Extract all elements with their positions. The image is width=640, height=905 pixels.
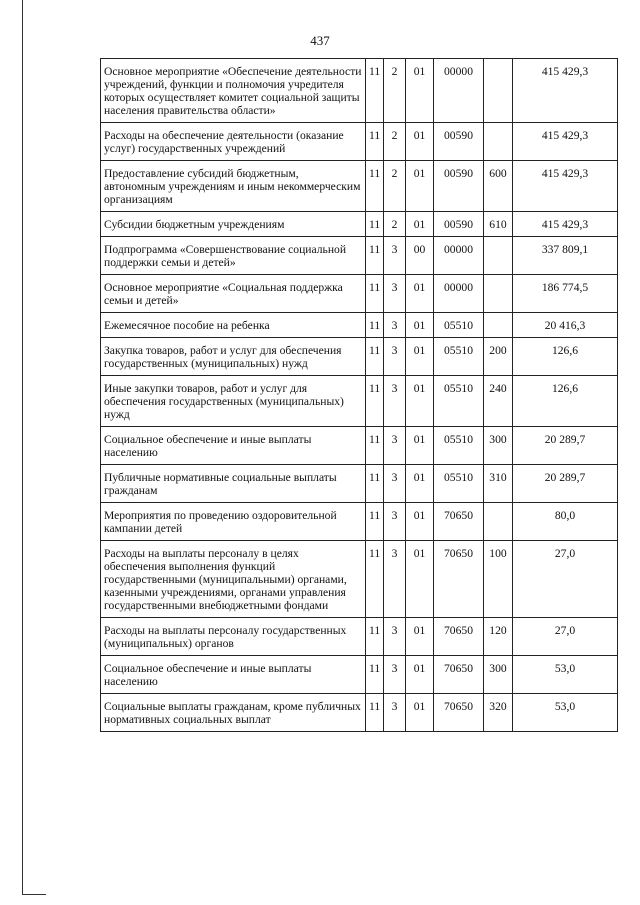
amount-cell: 53,0 <box>513 694 618 732</box>
code-expense-type-cell <box>484 59 513 123</box>
row-name-cell: Публичные нормативные социальные выплаты гражданам <box>101 465 366 503</box>
code-subprogram-cell: 2 <box>384 123 406 161</box>
row-name-cell: Расходы на обеспечение деятельности (оказание услуг) государственных учреждений <box>101 123 366 161</box>
code-expense-type-cell <box>484 503 513 541</box>
code-expense-type-cell: 120 <box>484 618 513 656</box>
code-activity-cell: 01 <box>406 427 434 465</box>
code-activity-cell: 01 <box>406 338 434 376</box>
table-row <box>101 503 618 541</box>
row-name-cell: Субсидии бюджетным учреждениям <box>101 212 366 237</box>
code-activity-cell: 01 <box>406 275 434 313</box>
code-expense-type-cell <box>484 313 513 338</box>
table-row <box>101 237 618 275</box>
code-activity-cell: 01 <box>406 313 434 338</box>
amount-cell: 53,0 <box>513 656 618 694</box>
amount-cell: 20 289,7 <box>513 465 618 503</box>
table-row <box>101 465 618 503</box>
code-subprogram-cell: 2 <box>384 161 406 212</box>
code-expense-type-cell: 200 <box>484 338 513 376</box>
code-expense-type-cell <box>484 237 513 275</box>
row-name-cell: Ежемесячное пособие на ребенка <box>101 313 366 338</box>
code-direction-cell: 70650 <box>434 656 484 694</box>
code-expense-type-cell: 300 <box>484 427 513 465</box>
row-name-cell: Основное мероприятие «Обеспечение деятельности учреждений, функции и полномочия учредителя которых осуществляет комитет социальной защиты населения правительства области» <box>101 59 366 123</box>
code-expense-type-cell: 610 <box>484 212 513 237</box>
amount-cell: 186 774,5 <box>513 275 618 313</box>
code-section-cell: 11 <box>366 338 384 376</box>
code-activity-cell: 01 <box>406 59 434 123</box>
code-activity-cell: 01 <box>406 656 434 694</box>
code-direction-cell: 70650 <box>434 694 484 732</box>
code-subprogram-cell: 3 <box>384 618 406 656</box>
code-section-cell: 11 <box>366 618 384 656</box>
row-name-cell: Расходы на выплаты персоналу в целях обеспечения выполнения функций государственными (муниципальными) органами, казенными учреждениями, органами управления государственными внебюджетными фондами <box>101 541 366 618</box>
code-section-cell: 11 <box>366 237 384 275</box>
code-section-cell: 11 <box>366 694 384 732</box>
code-expense-type-cell: 320 <box>484 694 513 732</box>
code-direction-cell: 00000 <box>434 237 484 275</box>
code-subprogram-cell: 2 <box>384 212 406 237</box>
table-row <box>101 313 618 338</box>
row-name-cell: Социальное обеспечение и иные выплаты населению <box>101 656 366 694</box>
amount-cell: 20 289,7 <box>513 427 618 465</box>
code-activity-cell: 01 <box>406 123 434 161</box>
code-section-cell: 11 <box>366 427 384 465</box>
code-direction-cell: 05510 <box>434 376 484 427</box>
amount-cell: 337 809,1 <box>513 237 618 275</box>
code-expense-type-cell <box>484 123 513 161</box>
code-section-cell: 11 <box>366 59 384 123</box>
code-direction-cell: 05510 <box>434 427 484 465</box>
table-row <box>101 656 618 694</box>
code-section-cell: 11 <box>366 541 384 618</box>
table-row <box>101 338 618 376</box>
code-subprogram-cell: 2 <box>384 59 406 123</box>
row-name-cell: Мероприятия по проведению оздоровительной кампании детей <box>101 503 366 541</box>
code-subprogram-cell: 3 <box>384 541 406 618</box>
row-name-cell: Социальные выплаты гражданам, кроме публичных нормативных социальных выплат <box>101 694 366 732</box>
table-row <box>101 59 618 123</box>
code-activity-cell: 01 <box>406 465 434 503</box>
table-row <box>101 123 618 161</box>
code-activity-cell: 00 <box>406 237 434 275</box>
row-name-cell: Закупка товаров, работ и услуг для обеспечения государственных (муниципальных) нужд <box>101 338 366 376</box>
code-subprogram-cell: 3 <box>384 694 406 732</box>
amount-cell: 80,0 <box>513 503 618 541</box>
code-activity-cell: 01 <box>406 161 434 212</box>
code-expense-type-cell <box>484 275 513 313</box>
code-direction-cell: 05510 <box>434 313 484 338</box>
code-expense-type-cell: 600 <box>484 161 513 212</box>
code-direction-cell: 00590 <box>434 161 484 212</box>
table-row <box>101 161 618 212</box>
code-subprogram-cell: 3 <box>384 313 406 338</box>
code-section-cell: 11 <box>366 123 384 161</box>
code-subprogram-cell: 3 <box>384 656 406 694</box>
row-name-cell: Подпрограмма «Совершенствование социальной поддержки семьи и детей» <box>101 237 366 275</box>
table-row <box>101 618 618 656</box>
code-section-cell: 11 <box>366 503 384 541</box>
row-name-cell: Иные закупки товаров, работ и услуг для обеспечения государственных (муниципальных) нужд <box>101 376 366 427</box>
table-row <box>101 427 618 465</box>
table-row <box>101 694 618 732</box>
code-subprogram-cell: 3 <box>384 503 406 541</box>
page-number: 437 <box>310 33 330 48</box>
code-subprogram-cell: 3 <box>384 465 406 503</box>
code-subprogram-cell: 3 <box>384 237 406 275</box>
budget-table <box>100 58 618 732</box>
code-direction-cell: 70650 <box>434 541 484 618</box>
budget-table-body <box>101 59 618 732</box>
code-section-cell: 11 <box>366 465 384 503</box>
amount-cell: 20 416,3 <box>513 313 618 338</box>
amount-cell: 126,6 <box>513 338 618 376</box>
code-activity-cell: 01 <box>406 618 434 656</box>
code-direction-cell: 00590 <box>434 123 484 161</box>
code-activity-cell: 01 <box>406 694 434 732</box>
code-section-cell: 11 <box>366 656 384 694</box>
amount-cell: 415 429,3 <box>513 59 618 123</box>
row-name-cell: Предоставление субсидий бюджетным, автономным учреждениям и иным некоммерческим организациям <box>101 161 366 212</box>
code-activity-cell: 01 <box>406 212 434 237</box>
row-name-cell: Расходы на выплаты персоналу государственных (муниципальных) органов <box>101 618 366 656</box>
amount-cell: 27,0 <box>513 541 618 618</box>
code-direction-cell: 00590 <box>434 212 484 237</box>
code-subprogram-cell: 3 <box>384 376 406 427</box>
code-direction-cell: 00000 <box>434 275 484 313</box>
table-row <box>101 541 618 618</box>
code-subprogram-cell: 3 <box>384 427 406 465</box>
table-row <box>101 212 618 237</box>
code-activity-cell: 01 <box>406 541 434 618</box>
code-direction-cell: 05510 <box>434 338 484 376</box>
code-expense-type-cell: 310 <box>484 465 513 503</box>
left-margin-rule <box>22 0 23 895</box>
code-subprogram-cell: 3 <box>384 338 406 376</box>
row-name-cell: Социальное обеспечение и иные выплаты населению <box>101 427 366 465</box>
code-direction-cell: 00000 <box>434 59 484 123</box>
code-expense-type-cell: 100 <box>484 541 513 618</box>
code-section-cell: 11 <box>366 376 384 427</box>
amount-cell: 126,6 <box>513 376 618 427</box>
code-section-cell: 11 <box>366 275 384 313</box>
code-section-cell: 11 <box>366 212 384 237</box>
amount-cell: 415 429,3 <box>513 212 618 237</box>
amount-cell: 27,0 <box>513 618 618 656</box>
code-activity-cell: 01 <box>406 376 434 427</box>
code-expense-type-cell: 240 <box>484 376 513 427</box>
code-direction-cell: 70650 <box>434 618 484 656</box>
amount-cell: 415 429,3 <box>513 161 618 212</box>
table-row <box>101 376 618 427</box>
code-expense-type-cell: 300 <box>484 656 513 694</box>
code-direction-cell: 05510 <box>434 465 484 503</box>
row-name-cell: Основное мероприятие «Социальная поддержка семьи и детей» <box>101 275 366 313</box>
amount-cell: 415 429,3 <box>513 123 618 161</box>
bottom-margin-rule <box>22 894 46 895</box>
code-section-cell: 11 <box>366 161 384 212</box>
code-section-cell: 11 <box>366 313 384 338</box>
code-direction-cell: 70650 <box>434 503 484 541</box>
table-row <box>101 275 618 313</box>
code-activity-cell: 01 <box>406 503 434 541</box>
code-subprogram-cell: 3 <box>384 275 406 313</box>
